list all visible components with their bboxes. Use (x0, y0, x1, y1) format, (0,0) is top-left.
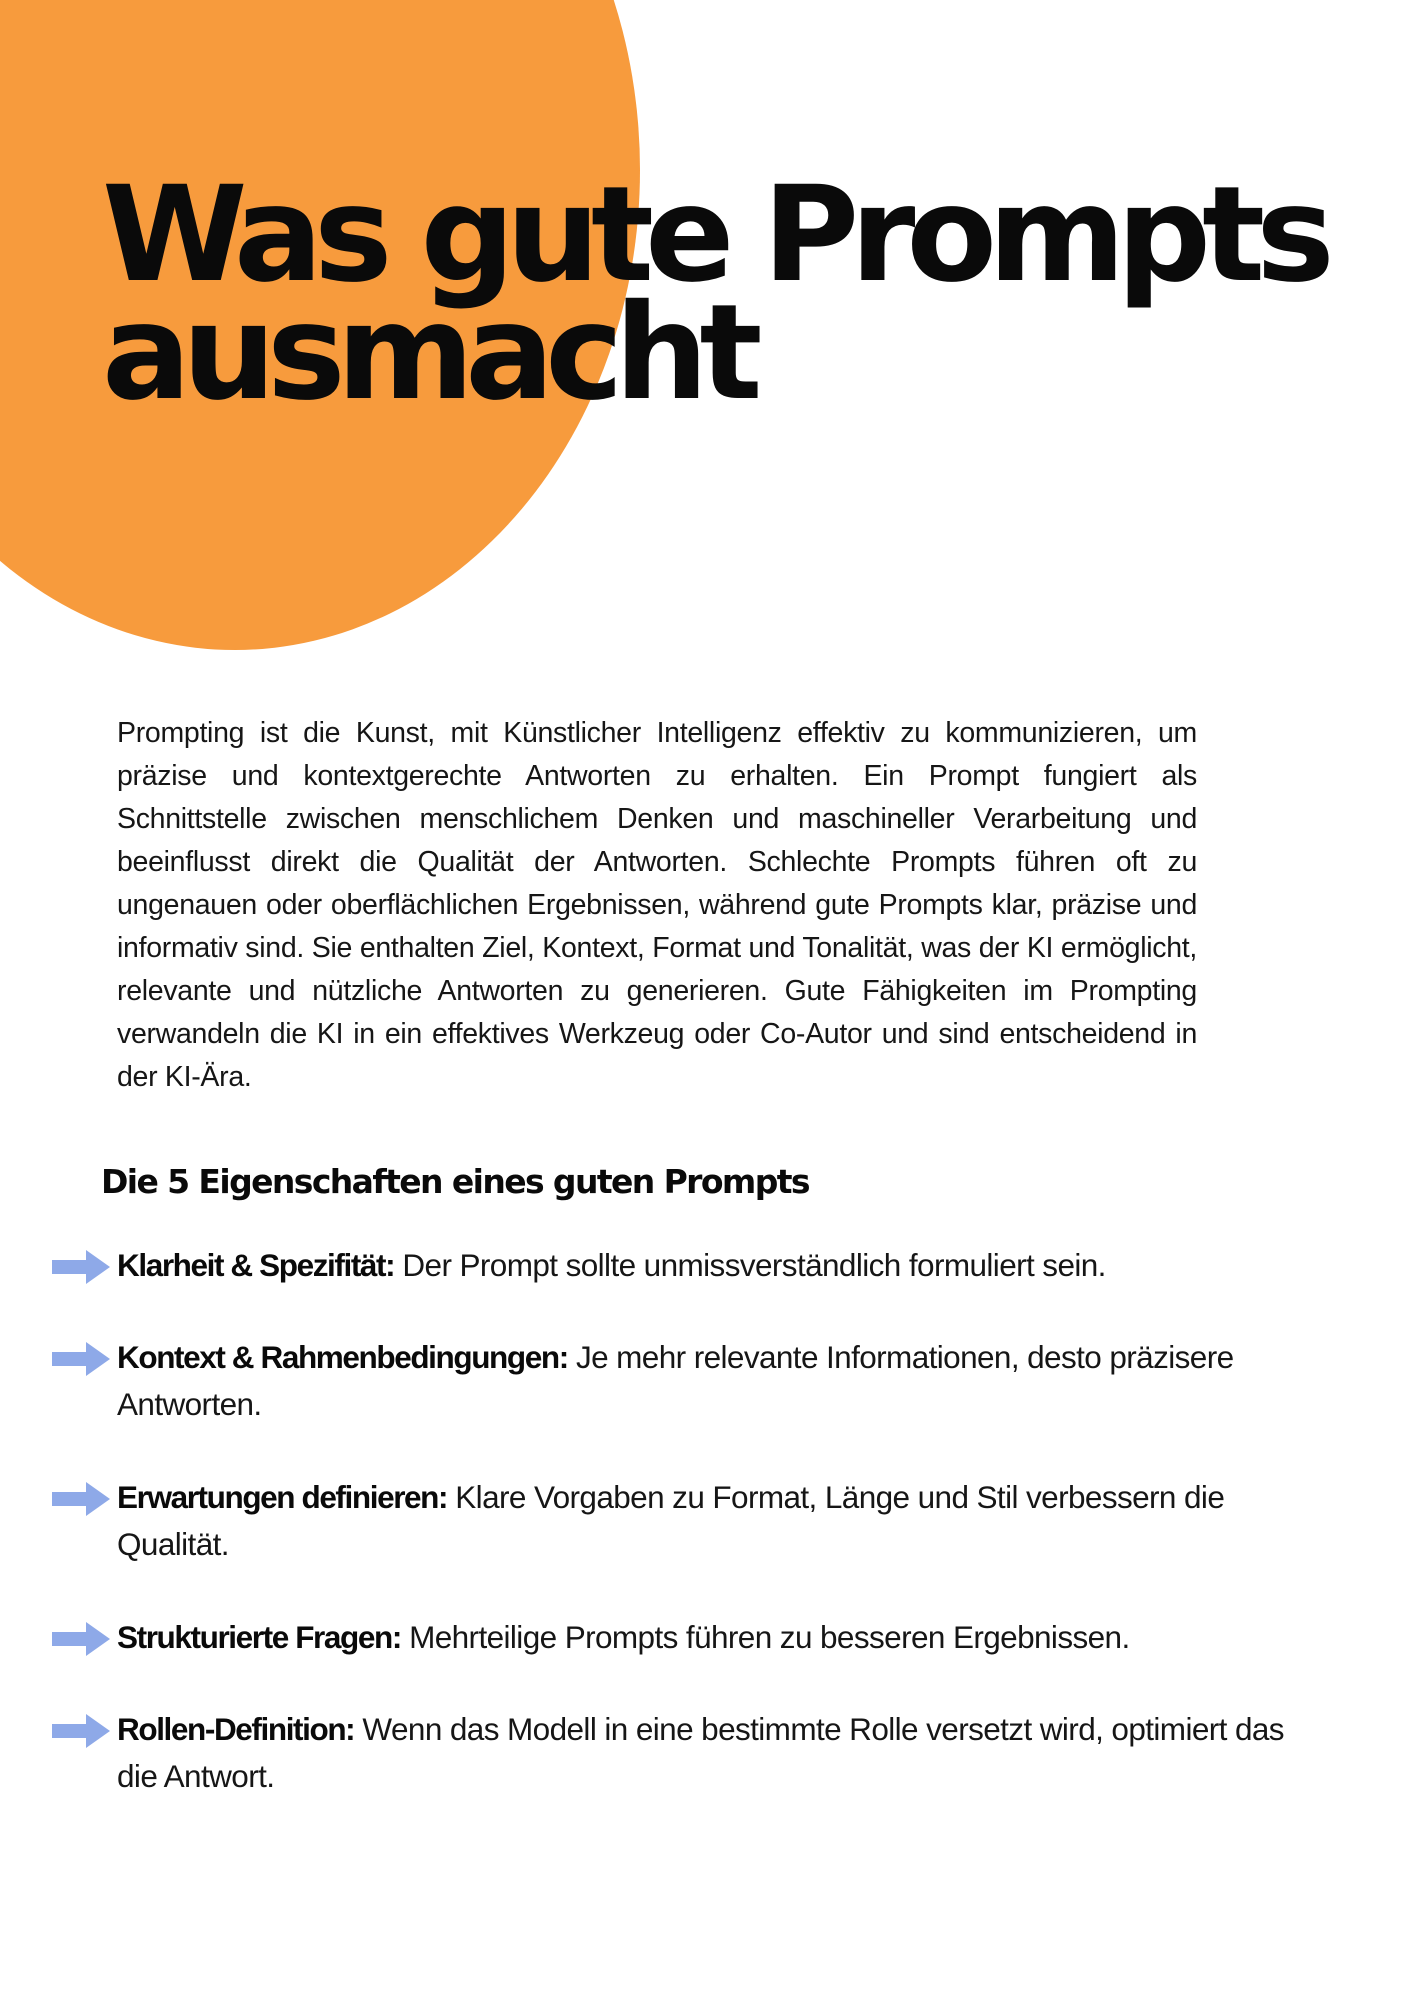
property-item-role (50, 1706, 1330, 1800)
property-description: Klare Vorgaben zu Format, Länge und Stil verbessern die Qualität. (117, 1479, 1225, 1562)
page-title-line-1: Was gute Prompts (102, 158, 1326, 312)
property-label: Rollen-Definition: (117, 1711, 355, 1747)
arrow-right-icon (50, 1248, 112, 1286)
intro-paragraph: Prompting ist die Kunst, mit Künstlicher Intelligenz effektiv zu kommunizieren, um präzise und kontextgerechte Antworten zu erhalten. Ein Prompt fungiert als Schnittstelle zwischen menschlichem Denken und maschineller Verarbeitung und beeinflusst direkt die Qualität der Antworten. Schlechte Prompts führen oft zu ungenauen oder oberflächlichen Ergebnissen, während gute Prompts klar, präzise und informativ sind. Sie enthalten Ziel, Kontext, Format und Tonalität, was der KI ermöglicht, relevante und nützliche Antworten zu generieren. Gute Fähigkeiten im Prompting verwandeln die KI in ein effektives Werkzeug oder Co-Autor und sind entscheidend in der KI-Ära. (117, 717, 1197, 1093)
property-item-structure (50, 1614, 1330, 1661)
property-text (117, 1474, 1330, 1568)
page-title-line-2: ausmacht (102, 276, 754, 430)
property-description: Wenn das Modell in eine bestimmte Rolle versetzt wird, optimiert das die Antwort. (117, 1711, 1284, 1794)
property-item-clarity (50, 1242, 1330, 1289)
arrow-right-icon (50, 1340, 112, 1378)
arrow-right-icon (50, 1480, 112, 1518)
property-text (117, 1706, 1330, 1800)
property-label: Erwartungen definieren: (117, 1479, 448, 1515)
property-item-context (50, 1334, 1330, 1428)
property-description: Mehrteilige Prompts führen zu besseren Ergebnissen. (400, 1619, 1130, 1655)
page-title (102, 158, 1326, 430)
property-description: Der Prompt sollte unmissverständlich formuliert sein. (394, 1247, 1106, 1283)
property-text (117, 1242, 1330, 1289)
property-description: Je mehr relevante Informationen, desto präzisere Antworten. (117, 1339, 1234, 1422)
property-item-expectations (50, 1474, 1330, 1568)
arrow-right-icon (50, 1620, 112, 1658)
section-heading: Die 5 Eigenschaften eines guten Prompts (101, 1162, 809, 1201)
property-label: Klarheit & Spezifität: (117, 1247, 395, 1283)
property-label: Strukturierte Fragen: (117, 1619, 401, 1655)
property-label: Kontext & Rahmenbedingungen: (117, 1339, 568, 1375)
arrow-right-icon (50, 1712, 112, 1750)
property-text (117, 1614, 1330, 1661)
property-text (117, 1334, 1257, 1428)
